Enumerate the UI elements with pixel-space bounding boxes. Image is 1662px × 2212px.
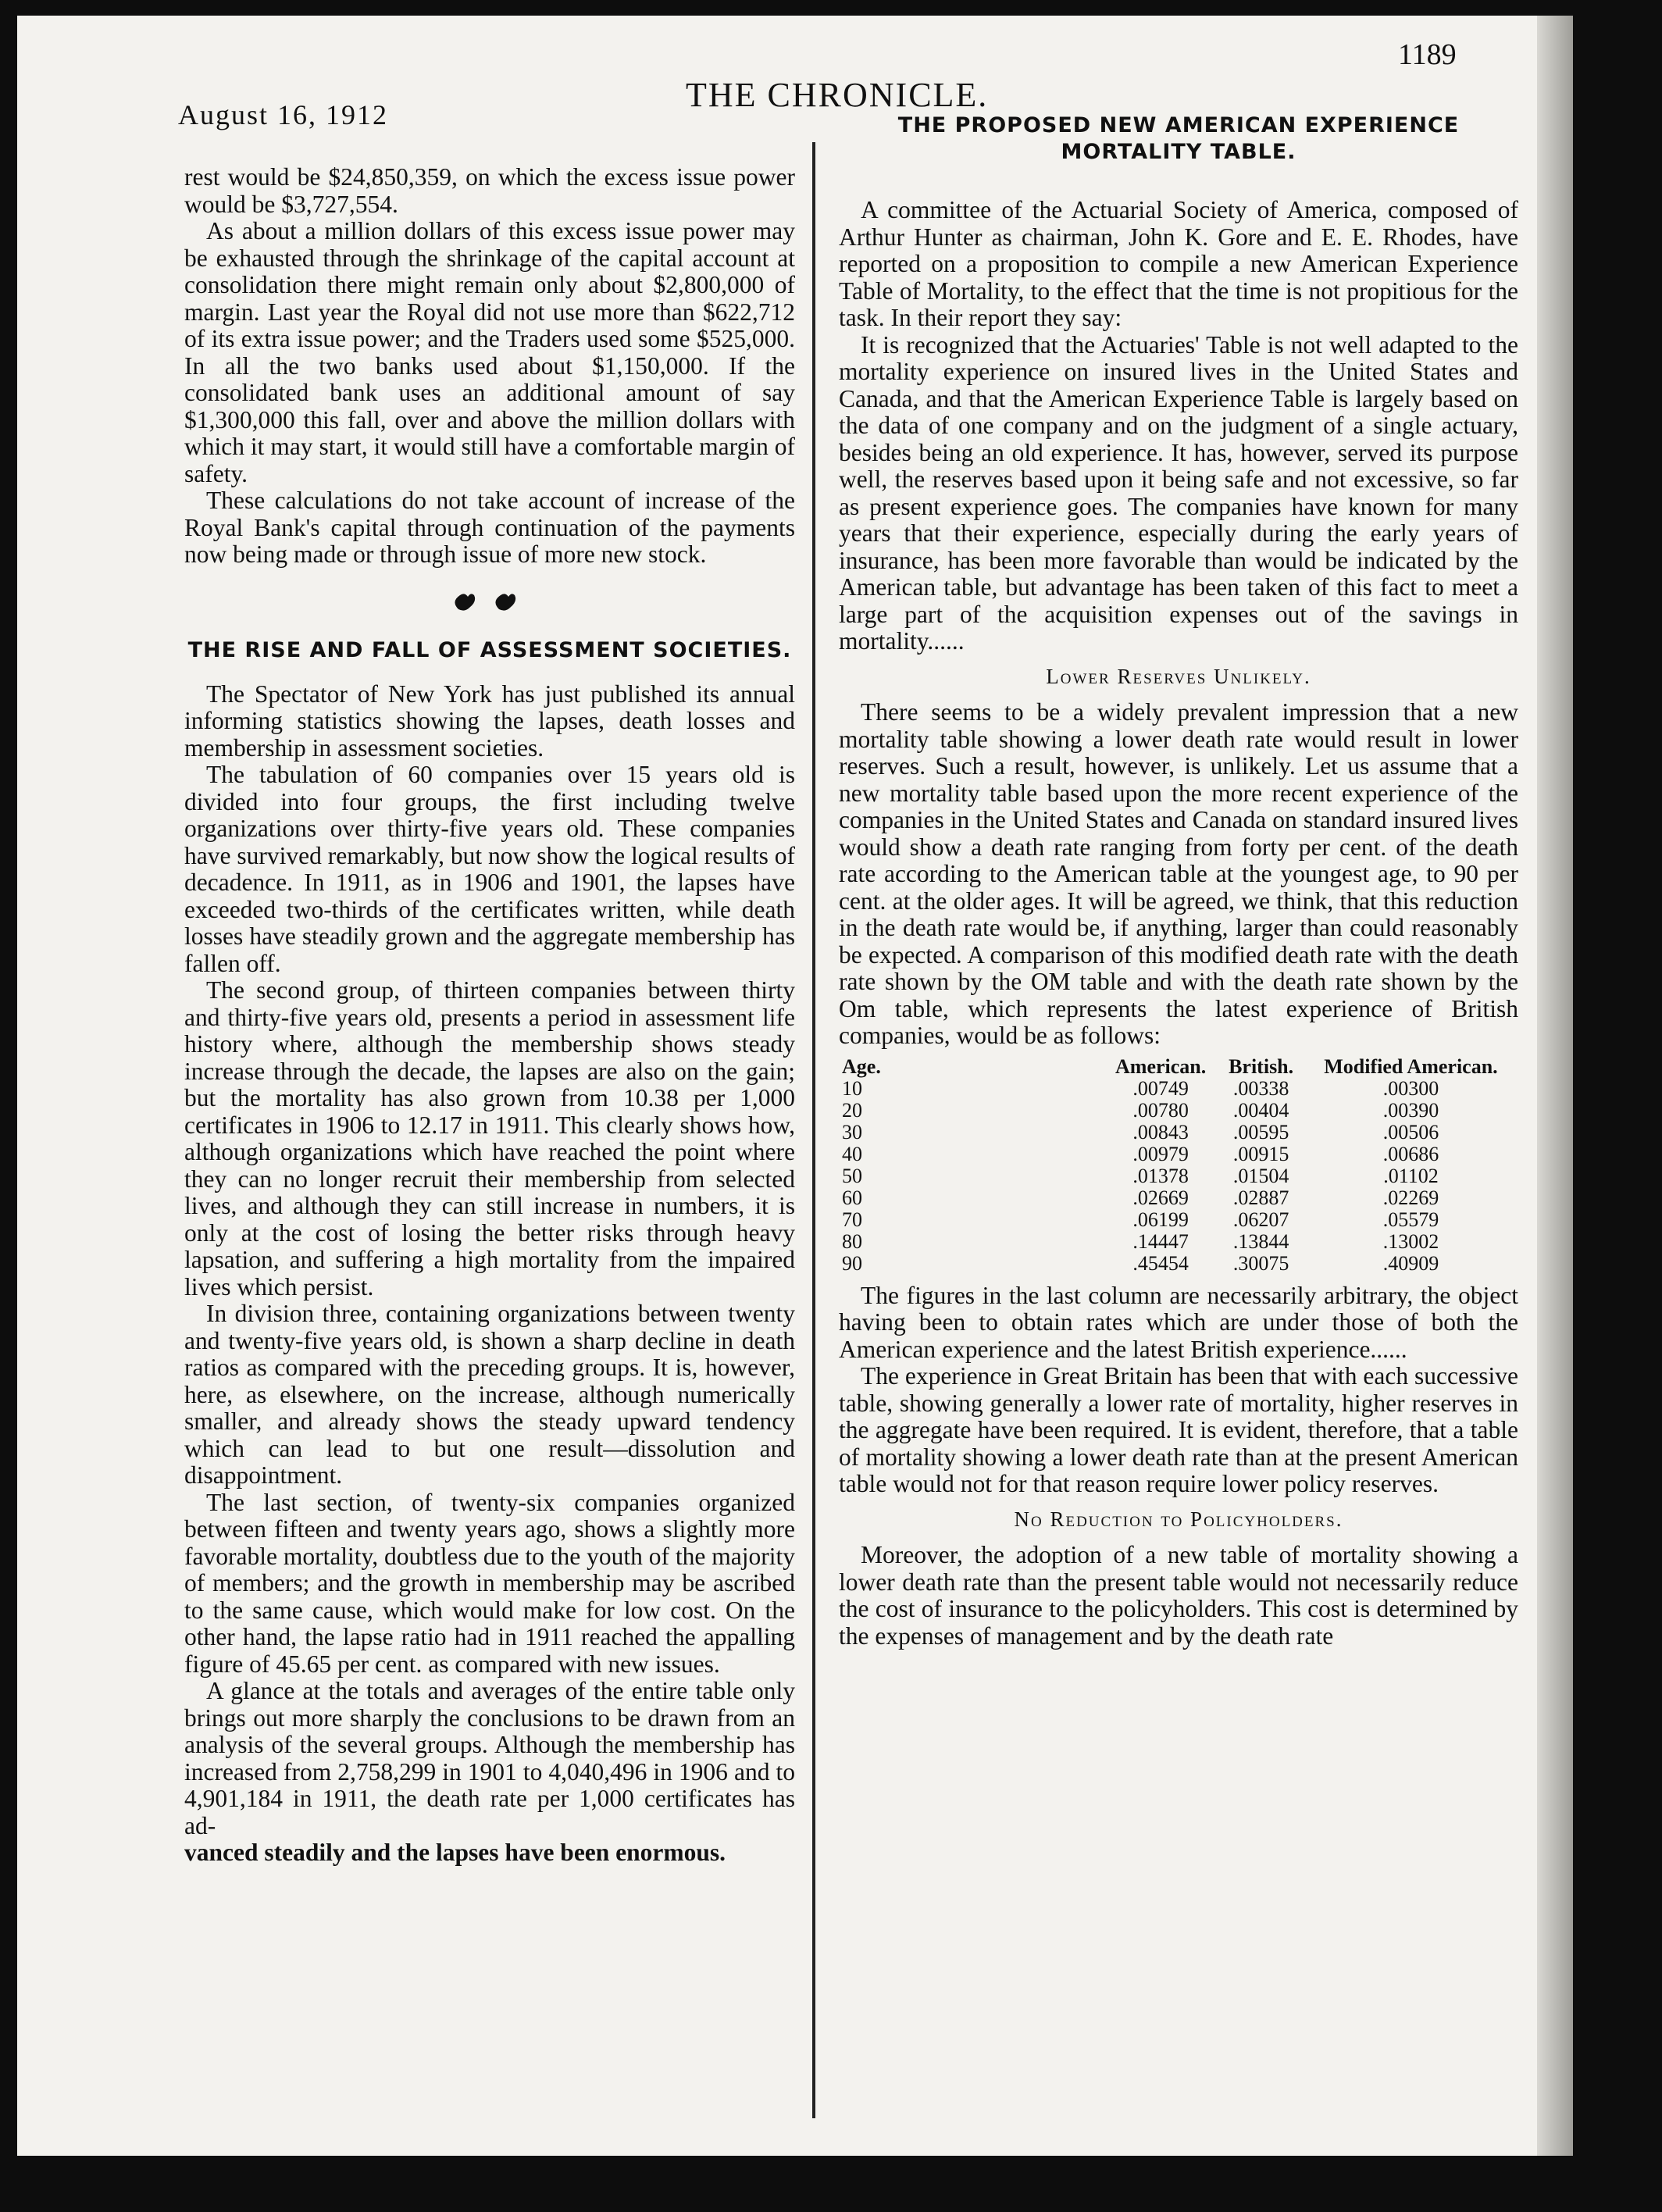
table-cell: .45454 [1132,1251,1189,1275]
article-heading: THE PROPOSED NEW AMERICAN EXPERIENCE MORTALITY TABLE. [897,113,1460,164]
table-cell: .00595 [1232,1120,1289,1143]
paragraph: The last section, of twenty-six companies organized between fifteen and twenty years ago, shows a slightly more favorable mortality, doubtless due to the youth of the majority of members; and the growth in membership may be ascribed to the same cause, which would make for low cost. On the other hand, the lapse ratio had in 1911 reached the appalling figure of 45.65 per cent. as compared with new issues. [184,1488,795,1678]
table-cell: .00843 [1132,1120,1189,1143]
paragraph: There seems to be a widely prevalent impression that a new mortality table showing a lower death rate would result in lower reserves. Such a result, however, is unlikely. Let us assume that a new mortality table based upon the more recent experience of the companies in the United States and Canada on standard insured lives would show a death rate ranging from forty per cent. of the death rate according to the American table at the youngest age, to 90 per cent. at the older ages. It will be agreed, we think, that this reduction in the death rate would be, if anything, larger than could reasonably be expected. A comparison of this modified death rate with the death rate shown by the OM table and with the death rate shown by the Om table, which represents the latest experience of British companies, would be as follows: [839,698,1518,1049]
table-cell: .01102 [1383,1164,1439,1187]
table-cell: .01378 [1132,1164,1189,1187]
table-cell: .00390 [1382,1098,1439,1122]
mortality-table [839,1056,1518,1275]
age-cell: 50 [842,1164,862,1187]
column-header: Modified American. [1324,1054,1498,1078]
table-row [839,1165,1518,1187]
column-header: Age. [842,1054,881,1078]
table-cell: .00749 [1132,1076,1189,1100]
table-header-row [839,1056,1518,1078]
table-cell: .02887 [1232,1186,1289,1209]
table-cell: .40909 [1382,1251,1439,1275]
paragraph: These calculations do not take account of increase of the Royal Bank's capital through continuation of the payments now being made or through issue of more new stock. [184,487,795,568]
column-divider [812,142,815,2118]
table-cell: .02269 [1382,1186,1439,1209]
column-header: British. [1229,1054,1294,1078]
paragraph: The tabulation of 60 companies over 15 years old is divided into four groups, the first including twelve organizations over thirty-five years old. These companies have survived remarkably, but now show the logical results of decadence. In 1911, as in 1906 and 1901, the lapses have exceeded two-thirds of the certificates written, while death losses have steadily grown and the aggregate membership has fallen off. [184,761,795,977]
age-cell: 40 [842,1142,862,1165]
page-number: 1189 [1398,38,1457,71]
table-cell: .00338 [1232,1076,1289,1100]
age-cell: 70 [842,1208,862,1231]
age-cell: 30 [842,1120,862,1143]
table-row [839,1122,1518,1143]
table-cell: .00979 [1132,1142,1189,1165]
paragraph: The figures in the last column are necessarily arbitrary, the object having been to obtain rates which are under those of both the American experience and the latest British experience...... [839,1281,1518,1363]
table-cell: .13844 [1232,1229,1289,1253]
subheading: Lower Reserves Unlikely. [1046,664,1311,688]
paragraph: rest would be $24,850,359, on which the excess issue power would be $3,727,554. [184,163,795,218]
age-cell: 60 [842,1186,862,1209]
table-cell: .14447 [1132,1229,1189,1253]
table-cell: .00506 [1382,1120,1439,1143]
paragraph: A glance at the totals and averages of the entire table only brings out more sharply the conclusions to be drawn from an analysis of the several groups. Although the membership has increased from 2,758,299 in 1901 to 4,040,496 in 1906 and to 4,901,184 in 1911, the death rate per 1,000 certificates has ad- [184,1677,795,1839]
table-row [839,1143,1518,1165]
paragraph: A committee of the Actuarial Society of America, composed of Arthur Hunter as chairman, John K. Gore and E. E. Rhodes, have reported on a proposition to compile a new American Experience Table of Mortality, to the effect that the time is not propitious for the task. In their report they say: [839,196,1518,331]
table-cell: .02669 [1132,1186,1189,1209]
paragraph: Moreover, the adoption of a new table of mortality showing a lower death rate than the present table would not necessarily reduce the cost of insurance to the policyholders. This cost is determined by the expenses of management and by the death rate [839,1541,1518,1650]
table-cell: .05579 [1382,1208,1439,1231]
issue-date: August 16, 1912 [178,99,389,130]
publication-title: THE CHRONICLE. [686,76,989,114]
table-cell: .06199 [1132,1208,1189,1231]
table-cell: .00915 [1232,1142,1289,1165]
paragraph: As about a million dollars of this excess issue power may be exhausted through the shrinkage of the capital account at consolidation there might remain only about $2,800,000 of margin. Last year the Royal did not use more than $622,712 of its extra issue power; and the Traders used some $525,000. In all the two banks used about $1,150,000. If the consolidated bank uses an additional amount of say $1,300,000 this fall, over and above the million dollars with which it may start, it would still have a comfortable margin of safety. [184,217,795,487]
table-row [839,1253,1518,1275]
subheading: No Reduction to Policyholders. [1014,1507,1343,1531]
paragraph: The experience in Great Britain has been that with each successive table, showing generally a lower rate of mortality, higher reserves in the aggregate have been required. It is evident, therefore, that a table of mortality showing a lower death rate than at the present American table would not for that reason require lower policy reserves. [839,1362,1518,1497]
table-row [839,1078,1518,1100]
age-cell: 10 [842,1076,862,1100]
table-cell: .30075 [1232,1251,1289,1275]
paragraph-end: vanced steadily and the lapses have been enormous. [184,1839,726,1866]
table-row [839,1100,1518,1122]
table-cell: .13002 [1382,1229,1439,1253]
table-cell: .00404 [1232,1098,1289,1122]
table-cell: .06207 [1232,1208,1289,1231]
age-cell: 80 [842,1229,862,1253]
table-row [839,1231,1518,1253]
paragraph: The second group, of thirteen companies between thirty and thirty-five years old, presents a period in assessment life history where, although the membership shows steady increase through the decade, the lapses are also on the gain; but the mortality has also grown from 10.38 per 1,000 certificates in 1906 to 12.17 in 1911. This clearly shows how, although organizations which have reached the point where they can no longer recruit their membership from selected lives, and although they can still increase in numbers, it is only at the cost of losing the better risks through heavy lapsation, and suffering a high mortality from the impaired lives which persist. [184,976,795,1300]
paragraph: The Spectator of New York has just published its annual informing statistics showing the lapses, death losses and membership in assessment societies. [184,680,795,762]
page-edge-shadow [1537,16,1573,2156]
age-cell: 90 [842,1251,862,1275]
table-cell: .00686 [1382,1142,1439,1165]
table-cell: .01504 [1232,1164,1289,1187]
right-column [839,112,1518,1650]
table-cell: .00300 [1382,1076,1439,1100]
table-cell: .00780 [1132,1098,1189,1122]
newspaper-page [17,16,1573,2156]
table-row [839,1209,1518,1231]
table-row [839,1187,1518,1209]
left-column [184,164,795,1867]
article-heading: THE RISE AND FALL OF ASSESSMENT SOCIETIES. [187,637,792,662]
paragraph: In division three, containing organizations between twenty and twenty-five years old, is shown a sharp decline in death ratios as compared with the preceding groups. It is, however, here, as elsewhere, on the increase, although numerically smaller, and already shows the steady upward tendency which can lead to but one result—dissolution and disappointment. [184,1300,795,1489]
fleuron-ornament [443,586,537,617]
paragraph: It is recognized that the Actuaries' Table is not well adapted to the mortality experience on insured lives in the United States and Canada, and that the American Experience Table is largely based on the data of one company and on the judgment of a single actuary, besides being an old experience. It has, however, served its purpose well, the reserves based upon it being safe and not excessive, so far as present experience goes. The companies have known for many years that their experience, especially during the early years of insurance, has been more favorable than would be indicated by the American table, but advantage has been taken of this fact to meet a large part of the acquisition expenses out of the savings in mortality...... [839,330,1518,655]
column-header: American. [1115,1054,1207,1078]
age-cell: 20 [842,1098,862,1122]
